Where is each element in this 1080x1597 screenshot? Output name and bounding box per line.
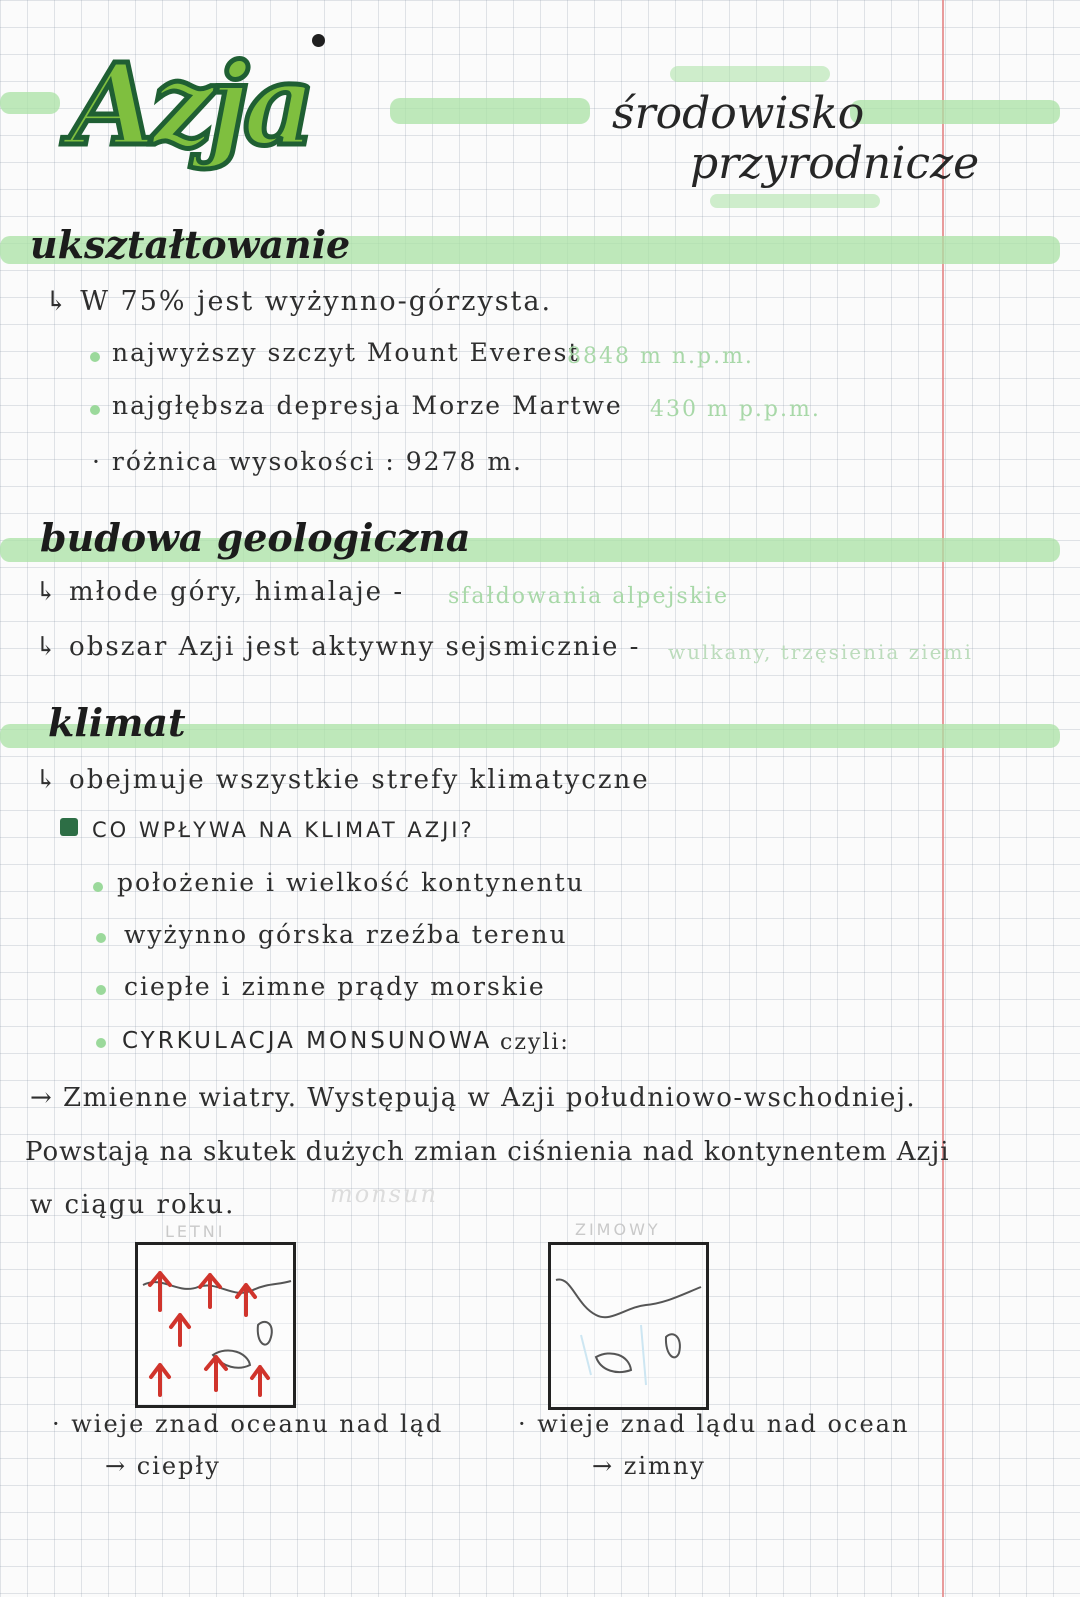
winter-monsoon-map	[548, 1242, 709, 1410]
bullet	[96, 933, 106, 943]
highlight-subtitle	[850, 100, 1060, 124]
subtitle-line-2: przyrodnicze	[690, 138, 980, 189]
heading-relief: ukształtowanie	[30, 222, 351, 267]
climate-factor-2: wyżynno górska rzeźba terenu	[124, 920, 568, 949]
geology-item-1: ↳ młode góry, himalaje -	[35, 577, 405, 607]
relief-item-1-note: 8848 m n.p.m.	[567, 344, 754, 369]
winter-monsoon-label: ZIMOWY	[575, 1220, 661, 1239]
relief-item-1: najwyższy szczyt Mount Everest	[112, 338, 581, 367]
monsoon-paragraph-3: w ciągu roku.	[30, 1190, 236, 1220]
winter-monsoon-desc: · wieje znad lądu nad ocean	[518, 1410, 910, 1438]
climate-factor-1: położenie i wielkość kontynentu	[117, 868, 585, 897]
monsoon-label: monsun	[330, 1180, 438, 1208]
winter-map-drawing	[551, 1245, 706, 1407]
relief-item-2-note: 430 m p.p.m.	[650, 397, 821, 422]
summer-monsoon-temp: → ciepły	[105, 1452, 221, 1480]
climate-factor-4-suffix: czyli:	[500, 1030, 570, 1055]
heading-geology: budowa geologiczna	[40, 515, 471, 560]
winter-monsoon-temp: → zimny	[592, 1452, 706, 1480]
highlight-subtitle-top	[670, 66, 830, 82]
climate-factor-4: CYRKULACJA MONSUNOWA	[122, 1028, 493, 1054]
page-title: Azja	[70, 40, 310, 171]
relief-item-2: najgłębsza depresja Morze Martwe	[112, 391, 623, 420]
relief-intro: ↳ W 75% jest wyżynno-górzysta.	[45, 286, 553, 317]
bullet	[96, 1038, 106, 1048]
bullet	[90, 352, 100, 362]
subtitle-line-1: środowisko	[612, 88, 865, 139]
climate-factor-3: ciepłe i zimne prądy morskie	[124, 972, 546, 1001]
bullet	[90, 405, 100, 415]
summer-monsoon-desc: · wieje znad oceanu nad ląd	[52, 1410, 444, 1438]
monsoon-paragraph-2: Powstają na skutek dużych zmian ciśnienia nad kontynentem Azji	[25, 1137, 950, 1167]
square-bullet	[60, 818, 78, 836]
summer-monsoon-label: LETNI	[165, 1222, 226, 1241]
summer-map-drawing	[138, 1245, 293, 1405]
highlight-title-right	[390, 98, 590, 124]
geology-item-2: ↳ obszar Azji jest aktywny sejsmicznie -	[35, 632, 641, 662]
highlight-subtitle-bottom	[710, 194, 880, 208]
heading-climate: klimat	[48, 700, 186, 745]
summer-monsoon-map	[135, 1242, 296, 1408]
relief-item-3: · różnica wysokości : 9278 m.	[92, 447, 523, 476]
climate-question: CO WPŁYWA NA KLIMAT AZJI?	[92, 818, 475, 842]
bullet	[93, 882, 103, 892]
geology-item-1-note: sfałdowania alpejskie	[448, 584, 730, 609]
climate-intro: ↳ obejmuje wszystkie strefy klimatyczne	[35, 765, 650, 795]
bullet	[96, 985, 106, 995]
title-dot	[312, 34, 325, 47]
monsoon-paragraph-1: → Zmienne wiatry. Występują w Azji południowo-wschodniej.	[30, 1083, 917, 1113]
geology-item-2-note: wulkany, trzęsienia ziemi	[668, 640, 973, 664]
highlight-title	[0, 92, 60, 114]
